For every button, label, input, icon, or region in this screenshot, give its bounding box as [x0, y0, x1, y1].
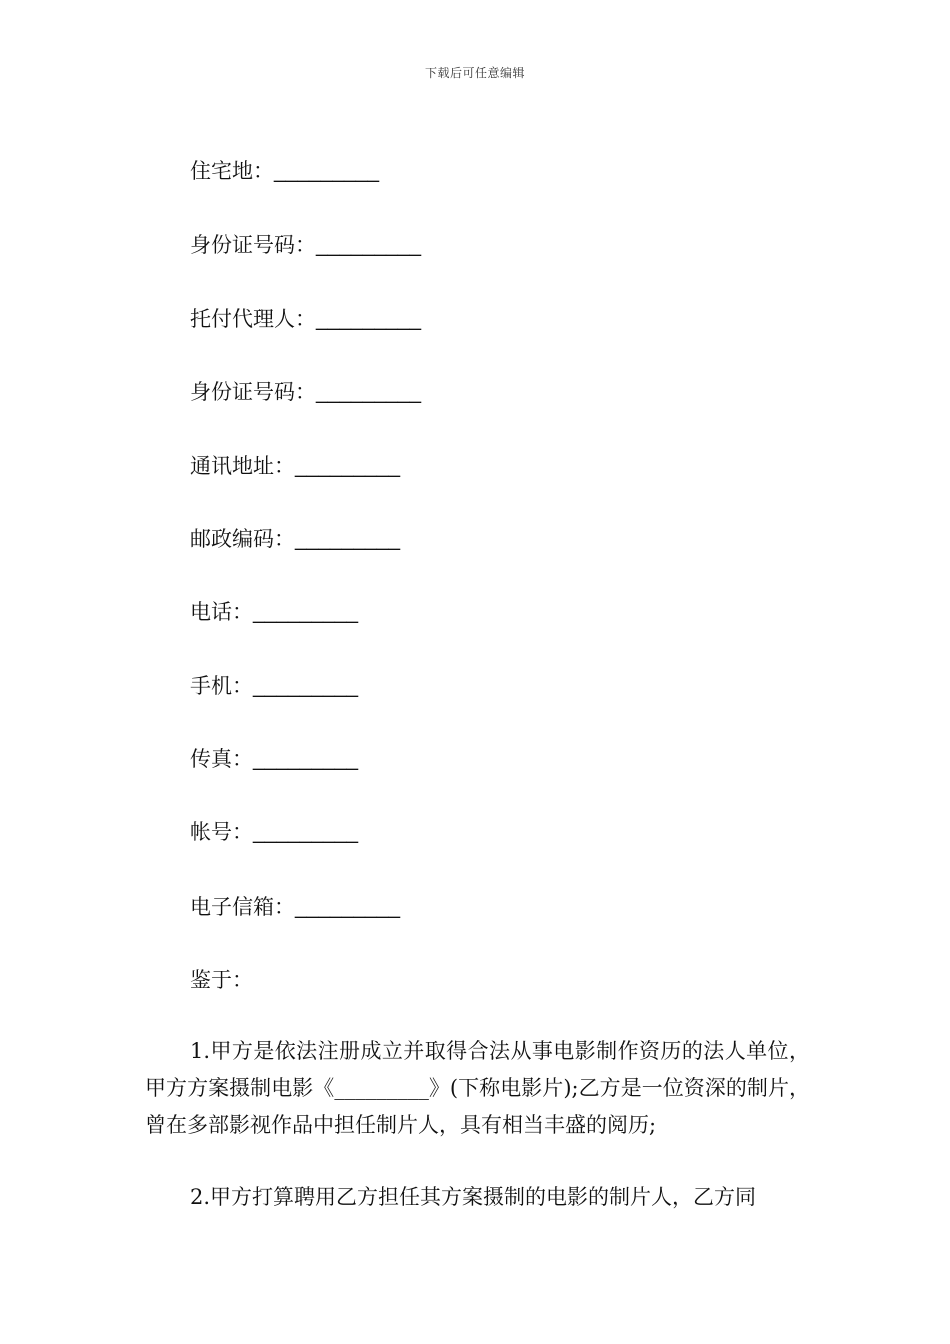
field-label: 身份证号码： — [190, 380, 316, 404]
field-agent — [190, 305, 421, 334]
whereas-heading: 鉴于： — [190, 968, 253, 992]
field-blank: _________ — [253, 821, 359, 844]
field-mobile — [190, 672, 358, 701]
field-blank: _________ — [253, 675, 359, 698]
field-id-number — [190, 231, 421, 260]
field-phone — [190, 598, 358, 627]
field-mailing-address — [190, 452, 400, 481]
field-label: 传真： — [190, 747, 253, 771]
field-blank: _________ — [253, 601, 359, 624]
clause-2: 2.甲方打算聘用乙方担任其方案摄制的电影的制片人，乙方同 — [190, 1185, 757, 1209]
field-label: 托付代理人： — [190, 307, 316, 331]
field-residence — [190, 157, 379, 186]
field-email — [190, 893, 400, 922]
field-label: 电子信箱： — [190, 895, 295, 919]
field-blank: _________ — [316, 234, 422, 257]
field-blank: _________ — [295, 528, 401, 551]
field-agent-id-number — [190, 378, 421, 407]
field-label: 帐号： — [190, 820, 253, 844]
field-label: 邮政编码： — [190, 527, 295, 551]
field-label: 电话： — [190, 600, 253, 624]
clause-1: 1.甲方是依法注册成立并取得合法从事电影制作资历的法人单位，甲方方案摄制电影《_________》(下称电影片);乙方是一位资深的制片，曾在多部影视作品中担任制片人，具有相当丰盛的阅历; — [145, 1039, 810, 1137]
field-blank: _________ — [316, 308, 422, 331]
field-blank: _________ — [274, 160, 380, 183]
field-blank: _________ — [295, 896, 401, 919]
field-label: 身份证号码： — [190, 233, 316, 257]
field-label: 住宅地： — [190, 159, 274, 183]
field-blank: _________ — [295, 455, 401, 478]
field-postal-code — [190, 525, 400, 554]
field-fax — [190, 745, 358, 774]
field-label: 通讯地址： — [190, 454, 295, 478]
field-account — [190, 818, 358, 847]
field-blank: _________ — [316, 381, 422, 404]
page-header-note: 下载后可任意编辑 — [424, 66, 525, 80]
field-blank: _________ — [253, 748, 359, 771]
field-label: 手机： — [190, 674, 253, 698]
